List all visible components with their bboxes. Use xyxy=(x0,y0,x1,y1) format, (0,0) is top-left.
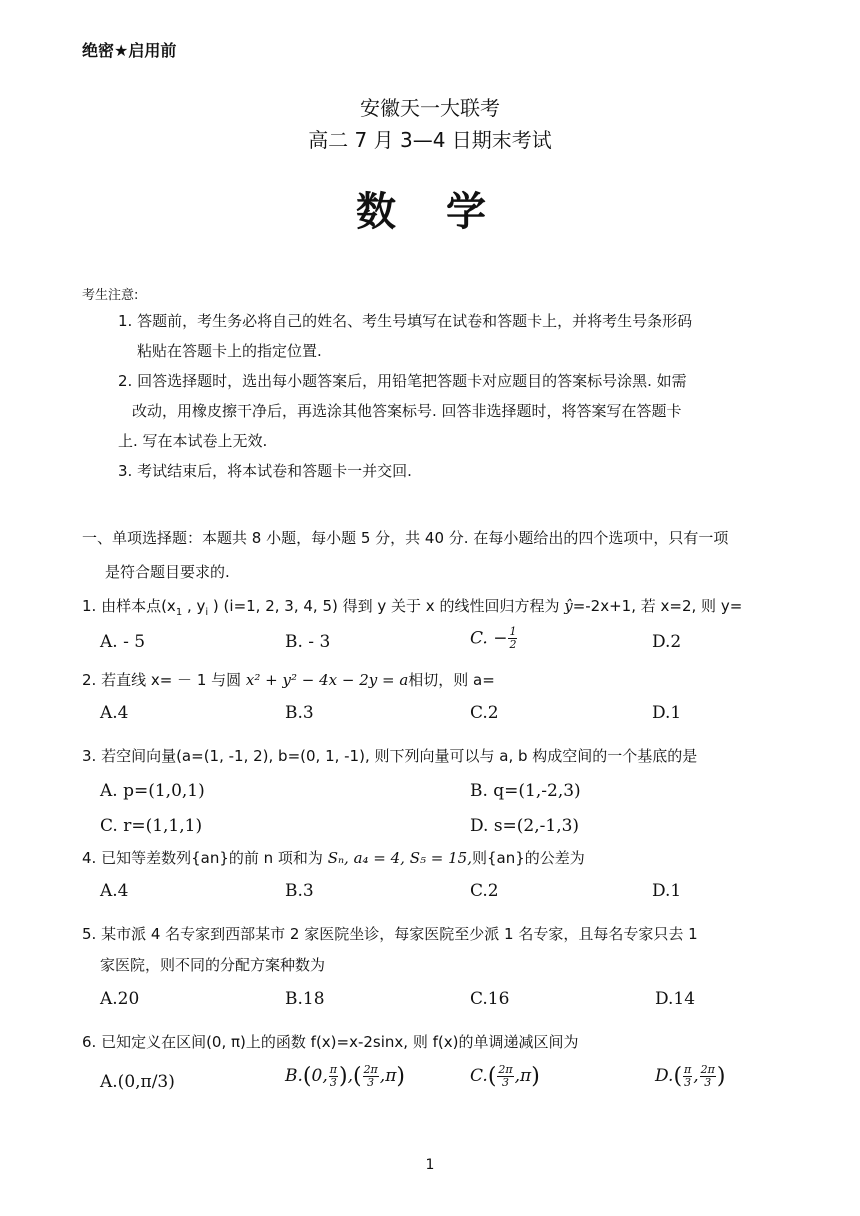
frac-den: 3 xyxy=(684,1076,692,1089)
fraction xyxy=(329,1064,338,1089)
fraction xyxy=(700,1064,716,1089)
frac-den: 3 xyxy=(502,1076,510,1089)
q3-option-c[interactable]: C. r=(1,1,1) xyxy=(100,816,203,836)
q1-option-b[interactable]: B. - 3 xyxy=(285,632,331,652)
q6-b-prefix: B. xyxy=(285,1066,303,1086)
notice-item-3: 3. 考试结束后，将本试卷和答题卡一并交回. xyxy=(118,462,412,480)
q4-option-a[interactable]: A.4 xyxy=(100,881,129,901)
question-6-stem: 6. 已知定义在区间(0, π)上的函数 f(x)=x-2sinx, 则 f(x)的单调递减区间为 xyxy=(82,1033,579,1051)
q1-c-prefix: C. − xyxy=(470,628,508,649)
q6-c-prefix: C. xyxy=(470,1066,488,1086)
q4-equation: Sₙ, a₄ = 4, S₅ = 15, xyxy=(327,849,472,867)
q6-c-part: ,π xyxy=(514,1066,532,1086)
q2-stem-part: 相切，则 a= xyxy=(408,671,495,689)
q1-stem-part: 1. 由样本点(x xyxy=(82,597,176,615)
q1-option-a[interactable]: A. - 5 xyxy=(100,632,146,652)
q1-stem-part: ) (i=1, 2, 3, 4, 5) 得到 y 关于 x 的线性回归方程为 xyxy=(208,597,565,615)
q5-option-a[interactable]: A.20 xyxy=(100,989,140,1009)
frac-num: 2π xyxy=(700,1063,715,1076)
subject-title: 数 学 xyxy=(356,189,504,235)
q4-stem-part: 则{an}的公差为 xyxy=(471,849,585,867)
question-5-stem-cont: 家医院，则不同的分配方案种数为 xyxy=(100,956,326,974)
question-5-stem: 5. 某市派 4 名专家到西部某市 2 家医院坐诊，每家医院至少派 1 名专家，且每名专家只去 1 xyxy=(82,925,698,943)
notice-item-2-cont: 改动，用橡皮擦干净后，再选涂其他答案标号. 回答非选择题时，将答案写在答题卡 xyxy=(132,402,682,420)
q6-d-prefix: D. xyxy=(655,1066,674,1086)
q4-stem-part: 4. 已知等差数列{an}的前 n 项和为 xyxy=(82,849,328,867)
q2-equation: x² + y² − 4x − 2y = a xyxy=(245,671,409,689)
q4-option-d[interactable]: D.1 xyxy=(652,881,682,901)
page-number: 1 xyxy=(425,1157,435,1173)
q1-yhat: ŷ xyxy=(564,597,573,615)
q1-option-c[interactable] xyxy=(470,626,518,651)
q6-b-part: ,π xyxy=(379,1066,397,1086)
q2-option-a[interactable]: A.4 xyxy=(100,703,129,723)
question-3-stem: 3. 若空间向量(a=(1, -1, 2), b=(0, 1, -1), 则下列向量可以与 a, b 构成空间的一个基底的是 xyxy=(82,747,698,765)
confidential-label: 绝密★启用前 xyxy=(82,41,177,60)
fraction xyxy=(683,1064,692,1089)
fraction xyxy=(508,626,517,651)
q1-stem-part: , y xyxy=(182,597,206,615)
q1-subscript: i xyxy=(205,607,209,618)
q5-option-c[interactable]: C.16 xyxy=(470,989,510,1009)
section-heading: 一、单项选择题：本题共 8 小题，每小题 5 分，共 40 分. 在每小题给出的四个选项中，只有一项 xyxy=(82,529,729,547)
q6-option-d[interactable]: D.( $\frac{\pi}{3}$ , $\frac{2\pi}{3}$ ) xyxy=(655,1063,726,1089)
notice-title: 考生注意: xyxy=(82,288,139,303)
q1-option-d[interactable]: D.2 xyxy=(652,632,682,652)
q2-option-b[interactable]: B.3 xyxy=(285,703,314,723)
q3-option-a[interactable]: A. p=(1,0,1) xyxy=(100,781,205,801)
exam-organizer: 安徽天一大联考 xyxy=(360,96,500,120)
q2-option-c[interactable]: C.2 xyxy=(470,703,499,723)
frac-den: 3 xyxy=(704,1076,712,1089)
q2-stem-part: 2. 若直线 x= － 1 与圆 xyxy=(82,671,246,689)
q3-option-b[interactable]: B. q=(1,-2,3) xyxy=(470,781,581,801)
q3-option-d[interactable]: D. s=(2,-1,3) xyxy=(470,816,580,836)
q6-option-b[interactable]: B.(0, $\frac{\pi}{3}$ ),( $\frac{2\pi}{3}$ ,π) xyxy=(285,1063,405,1089)
question-2-stem xyxy=(82,669,495,690)
q5-option-b[interactable]: B.18 xyxy=(285,989,325,1009)
frac-den: 2 xyxy=(509,638,517,651)
q6-b-part: 0, xyxy=(311,1066,328,1086)
q2-option-d[interactable]: D.1 xyxy=(652,703,682,723)
q6-option-a[interactable]: A.(0,π/3) xyxy=(100,1072,175,1092)
q6-option-c[interactable]: C.( $\frac{2\pi}{3}$ ,π) xyxy=(470,1063,540,1089)
frac-num: 2π xyxy=(498,1063,513,1076)
frac-num: π xyxy=(329,1063,337,1076)
q4-option-c[interactable]: C.2 xyxy=(470,881,499,901)
frac-den: 3 xyxy=(367,1076,375,1089)
q4-option-b[interactable]: B.3 xyxy=(285,881,314,901)
fraction xyxy=(497,1064,513,1089)
exam-title: 高二 7 月 3—4 日期末考试 xyxy=(308,128,552,152)
question-4-stem xyxy=(82,847,585,868)
notice-item-1: 1. 答题前，考生务必将自己的姓名、考生号填写在试卷和答题卡上，并将考生号条形码 xyxy=(118,312,693,330)
frac-num: π xyxy=(684,1063,692,1076)
frac-num: 2π xyxy=(363,1063,378,1076)
frac-den: 3 xyxy=(329,1076,337,1089)
notice-item-2-cont2: 上. 写在本试卷上无效. xyxy=(118,432,268,450)
q5-option-d[interactable]: D.14 xyxy=(655,989,696,1009)
notice-item-1-cont: 粘贴在答题卡上的指定位置. xyxy=(137,342,322,360)
notice-item-2: 2. 回答选择题时，选出每小题答案后，用铅笔把答题卡对应题目的答案标号涂黑. 如需 xyxy=(118,372,687,390)
q1-stem-part: =-2x+1, 若 x=2, 则 y= xyxy=(572,597,743,615)
q1-subscript: 1 xyxy=(175,607,183,618)
section-heading-cont: 是符合题目要求的. xyxy=(105,563,230,581)
frac-num: 1 xyxy=(509,625,517,638)
question-1-stem xyxy=(82,595,742,618)
fraction xyxy=(363,1064,379,1089)
